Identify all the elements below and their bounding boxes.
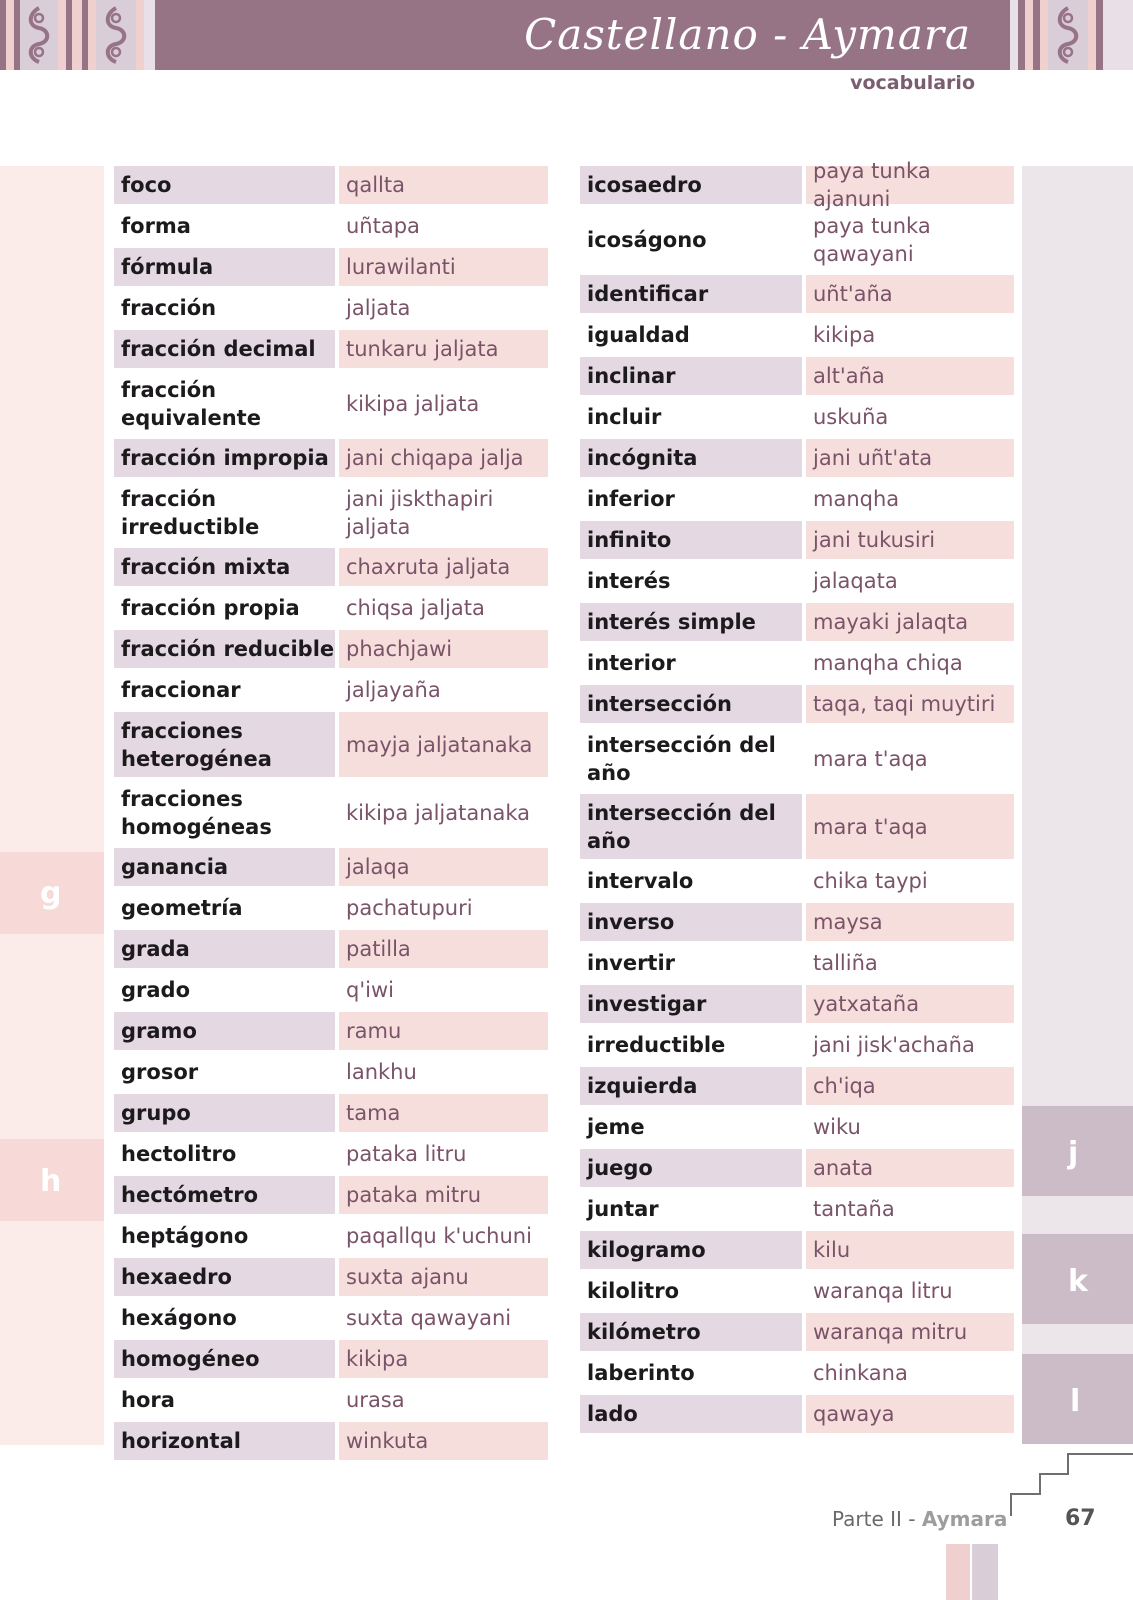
spanish-term: hectómetro [114,1176,335,1214]
spanish-term: fraccionar [121,678,241,702]
spanish-term: intersección [580,685,802,723]
spanish-term: interés [587,569,671,593]
spanish-term: hexaedro [114,1258,335,1296]
page-title: Castellano - Aymara [524,10,971,59]
spanish-term: fórmula [114,248,335,286]
spanish-term: foco [114,166,335,204]
spanish-term: grada [114,930,335,968]
spanish-term: fracción [121,296,217,320]
aymara-term: chinkana [813,1361,908,1385]
spanish-term: incluir [587,405,662,429]
spanish-term: incógnita [580,439,802,477]
spanish-term: invertir [587,951,676,975]
spanish-term: fracción mixta [114,548,335,586]
aymara-term: jaljayaña [346,678,441,702]
section-letter-g: g [40,876,62,911]
spanish-term: fracción propia [121,596,300,620]
aymara-term: suxta ajanu [339,1258,548,1296]
aymara-term: kilu [806,1231,1014,1269]
page-subtitle: vocabulario [850,72,975,94]
footer-language: Aymara [921,1507,1008,1531]
aymara-term: yatxataña [806,985,1014,1023]
aymara-term: manqha [813,487,900,511]
aymara-term: jani jiskthapiri jaljata [346,486,494,539]
aymara-term: phachjawi [339,630,548,668]
aymara-term: jaljata [346,296,411,320]
aymara-term: pataka litru [346,1142,467,1166]
aymara-term: patilla [339,930,548,968]
aymara-term: mara t'aqa [813,746,928,771]
aymara-term: chiqsa jaljata [346,596,485,620]
aymara-term: kikipa [813,323,876,347]
page-number: 67 [1065,1506,1096,1531]
spanish-term: inverso [580,903,802,941]
aymara-term: talliña [813,951,878,975]
spanish-term: jeme [587,1115,645,1139]
aymara-term: tama [339,1094,548,1132]
aymara-term: qawaya [806,1395,1014,1433]
aymara-term: tunkaru jaljata [339,330,548,368]
aymara-term: jani tukusiri [806,521,1014,559]
spanish-term: investigar [580,985,802,1023]
aymara-term: manqha chiqa [813,651,963,675]
aymara-term: maysa [806,903,1014,941]
spanish-term: lado [580,1395,802,1433]
spanish-term: horizontal [114,1422,335,1460]
aymara-term: mara t'aqa [806,794,1014,859]
spanish-term: fracción decimal [114,330,335,368]
aymara-term: anata [806,1149,1014,1187]
spanish-term: laberinto [587,1361,695,1385]
spanish-term: kilogramo [580,1231,802,1269]
spanish-term: icoságono [587,227,707,252]
aymara-term: wiku [813,1115,861,1139]
aymara-term: paqallqu k'uchuni [346,1224,532,1248]
aymara-term: taqa, taqi muytiri [806,685,1014,723]
spanish-term: fracciones heterogénea [114,712,335,777]
spanish-term: heptágono [121,1224,249,1248]
aymara-term: winkuta [339,1422,548,1460]
spanish-term: hexágono [121,1306,237,1330]
aymara-term: jalaqata [813,569,898,593]
aymara-term: mayja jaljatanaka [339,712,548,777]
aymara-term: paya tunka qawayani [813,213,931,266]
aymara-term: uskuña [813,405,889,429]
aymara-term: ramu [339,1012,548,1050]
section-letter-l: l [1070,1384,1081,1419]
spanish-term: juntar [587,1197,659,1221]
spanish-term: interés simple [580,603,802,641]
spanish-term: intersección del año [587,732,776,785]
section-letter-j: j [1068,1136,1079,1171]
aymara-term: tantaña [813,1197,895,1221]
spanish-term: fracción reducible [114,630,335,668]
spanish-term: grupo [114,1094,335,1132]
aymara-term: chaxruta jaljata [339,548,548,586]
spanish-term: homogéneo [114,1340,335,1378]
aymara-term: urasa [346,1388,405,1412]
spanish-term: forma [121,214,191,238]
spanish-term: intervalo [587,869,694,893]
aymara-term: pachatupuri [346,896,473,920]
aymara-term: waranqa mitru [806,1313,1014,1351]
spanish-term: irreductible [587,1033,726,1057]
spanish-term: fracción impropia [114,439,335,477]
spanish-term: geometría [121,896,243,920]
aymara-term: kikipa [339,1340,548,1378]
spanish-term: hectolitro [121,1142,237,1166]
aymara-term: ch'iqa [806,1067,1014,1105]
aymara-term: jani chiqapa jalja [339,439,548,477]
aymara-term: kikipa jaljatanaka [346,800,531,825]
spanish-term: identificar [580,275,802,313]
footer-part-label [832,1507,1007,1531]
aymara-term: q'iwi [346,978,394,1002]
spanish-term: kilómetro [580,1313,802,1351]
aymara-term: uñt'aña [806,275,1014,313]
aymara-term: alt'aña [806,357,1014,395]
section-letter-k: k [1068,1264,1088,1299]
spanish-term: inclinar [580,357,802,395]
aymara-term: jalaqa [339,848,548,886]
spanish-term: interior [587,651,676,675]
spanish-term: inferior [587,487,675,511]
aymara-term: pataka mitru [339,1176,548,1214]
spanish-term: kilolitro [587,1279,680,1303]
section-letter-h: h [40,1164,62,1199]
aymara-term: jani uñt'ata [806,439,1014,477]
aymara-term: qallta [339,166,548,204]
spanish-term: grosor [121,1060,199,1084]
spanish-term: igualdad [587,323,690,347]
aymara-term: jani jisk'achaña [813,1033,975,1057]
aymara-term: suxta qawayani [346,1306,512,1330]
aymara-term: uñtapa [346,214,420,238]
spanish-term: grado [121,978,191,1002]
aymara-term: lurawilanti [339,248,548,286]
spanish-term: izquierda [580,1067,802,1105]
aymara-term: kikipa jaljata [346,391,480,416]
spanish-term: juego [580,1149,802,1187]
spanish-term: hora [121,1388,175,1412]
aymara-term: mayaki jalaqta [806,603,1014,641]
aymara-term: waranqa litru [813,1279,953,1303]
footer-part: Parte II - [832,1507,922,1531]
spanish-term: intersección del año [580,794,802,859]
spanish-term: gramo [114,1012,335,1050]
spanish-term: fracciones homogéneas [121,786,272,839]
aymara-term: chika taypi [813,869,928,893]
spanish-term: fracción equivalente [121,377,261,430]
spanish-term: infinito [580,521,802,559]
spanish-term: ganancia [114,848,335,886]
spanish-term: fracción irreductible [121,486,260,539]
aymara-term: lankhu [346,1060,417,1084]
aymara-term: paya tunka ajanuni [806,166,1014,204]
spanish-term: icosaedro [580,166,802,204]
